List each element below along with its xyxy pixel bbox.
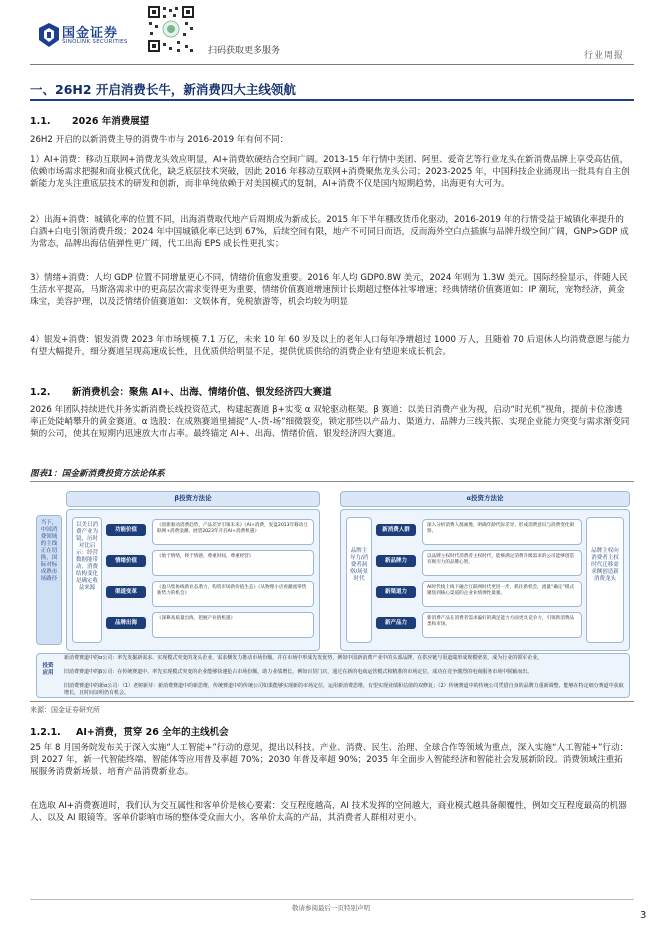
header-divider — [30, 64, 634, 65]
alpha-pill-4: 新产品力 — [376, 617, 416, 629]
beta-text-box-4 — [152, 612, 314, 638]
section-title: 一、26H2 开启消费长牛，新消费四大主线领航 — [30, 82, 296, 97]
beta-text-box-2 — [152, 550, 314, 576]
paragraph-intro: 26H2 开启的以新消费主导的消费牛市与 2016-2019 年有何不同： — [30, 135, 289, 145]
beta-text-box-3 — [152, 581, 314, 607]
beta-pill-3: 渠道变革 — [106, 586, 146, 598]
alpha-side-text: 品牌主导力/消费者洞察/场景时代 — [349, 548, 369, 582]
application-line-3: 旧消费赛道中的新α公司：（1）老树新芽：新消费赛道中的新思维，传统赛道中的传统公司如果能够实现新的市场定位，运用新消费思维，有望实现业绩和估值的双修复；（2）传统赛道中的传统公司凭借自身的品牌力重新调整，能够在特定细分赛道中获取增长，且时间证明仍有机会。 — [64, 683, 624, 696]
paragraph-new-consumption-opportunity: 2026 年团队持续进代并务实新消费长线投资范式，构建起赛道 β+实变 α 双轮驱动框架。β 赛道：以美日消费产业为视，启动“时光机”视角，提前卡位渗透率正处陡峭攀升的黄金赛道。α 选股：在成熟赛道里捕捉“人-货-场”细微裂变，锁定那些以产品力、渠道力、品牌力三线共振、实现企业能力突变与需求渐变同频的公司，使其在短期内迅速放大市占率。最终锚定 AI+、出海、情绪价值、银发经济四大赛道。 — [30, 405, 630, 440]
qr-code-icon[interactable] — [147, 5, 195, 53]
sinolink-logo-icon — [38, 22, 60, 48]
subsection-title: 2026 年消费展望 — [72, 116, 150, 127]
alpha-text-box-2 — [422, 550, 582, 576]
paragraph-overseas-consumption: 2）出海+消费：城镇化率的位置不同，出海消费取代地产后周期成为新成长。2015 年下半年棚改货币化驱动，2016-2019 年的行情受益于城镇化率提升的白酒+白电引领消费升级；2024 年中国城镇化率已达到 67%，后续空间有限，地产不可同日而语，反而海外空白点插旗与品牌升级空间广阔，GNP>GDP 成为常态，品牌出海估值弹性更广阔，代工出海 EPS 成长性更扎实； — [30, 215, 629, 250]
subsection-1-2-heading — [30, 384, 332, 398]
alpha-text-4: 新消费产品在消费者需求偏好的满足能力方面更具竞争力，引领新消费品类和市场。 — [427, 616, 575, 627]
paragraph-ai-consumption: 1）AI+消费：移动互联网+消费龙头效应明显，AI+消费软硬结合空间广阔。2013-15 年行情中美团、阿里、爱奇艺等行业龙头在新消费品牌上享受高估值，依赖市场需求把握和商业模式优化，缺乏底层技术突破，因此 2016 年移动互联网+消费聚焦龙头公司；2023-2025 年，中国科技企业涌现出一批具有自主创新能力龙头注重底层技术的研发和创新，而非单纯依赖于对美国模式的复制，AI+消费不仅是国内短期趋势，出海更有大可为。 — [30, 155, 630, 190]
beta-pill-4: 品牌出海 — [106, 617, 146, 629]
beta-text-2: 《始于情绪，终于情感，尊重时间，尊重经营》 — [157, 554, 254, 559]
subsection-number: 1.2.1. — [30, 727, 61, 738]
figure-title: 图表1：国金新消费投资方法论体系 — [30, 469, 165, 479]
alpha-text-box-3 — [422, 581, 582, 607]
alpha-right-box — [586, 517, 624, 643]
alpha-right-text: 品牌主权向消费者主权时代迁移需求侧创造新消费龙头 — [591, 548, 619, 582]
brand-name-en: SINOLINK SECURITIES — [62, 39, 128, 45]
alpha-text-box-4 — [422, 612, 582, 638]
brand-name-cn: 国金证券 — [62, 26, 119, 41]
subsection-1-1-heading — [30, 113, 149, 127]
footer-disclaimer: 敬请参阅最后一页特别声明 — [292, 904, 370, 912]
beta-side-text: 以美日消费产业为镜，历时对比启示：经营数据能带动，消费结构变化是确定收益来源 — [75, 522, 98, 591]
figure-source: 来源：国金证券研究所 — [30, 706, 100, 714]
footer-divider — [30, 899, 634, 900]
alpha-header: α投资方法论 — [466, 494, 504, 502]
beta-text-3: 《盈马集协线新业态潜力，构筑市场新价值生态》《从物理小店看潮流零售新势力的机会》 — [157, 585, 307, 596]
alpha-text-1: 深入分析消费人群画像，明确年龄代际差异，形成消费意识与消费变化洞察。 — [427, 523, 575, 534]
paragraph-emotional-consumption: 3）情绪+消费：人均 GDP 位置不同增量更心不同，情绪价值愈发重要。2016 年人均 GDP0.8W 美元，2024 年则为 1.3W 美元。国际经验显示，伴随人民生活水平提高，马斯洛需求中的更高层次需求变得更为重要，情绪价值赛道增速预计长期超过整体社零增速；经典情绪价值赛道如：IP 潮玩，宠物经济，黄金珠宝，美容护理，以及泛情绪价值赛道如：文娱体育，免税旅游等，机会均较为明显 — [30, 273, 628, 308]
brand-logo — [38, 18, 128, 58]
alpha-pill-3: 新渠道力 — [376, 586, 416, 598]
beta-text-1: 《创新驱动消费趋势，产品差异引领未来》《AI+消费，复盘2013年移动互联网+消费浪潮，展望2023年开启AI+消费机遇》 — [157, 523, 308, 534]
alpha-header-box — [340, 491, 630, 507]
investment-methodology-diagram — [30, 485, 634, 698]
subsection-title: 新消费机会：聚焦 AI+、出海、情绪价值、银发经济四大赛道 — [72, 387, 332, 398]
alpha-text-2: 以品牌主权时代消费者主权时代，能够满足消费升级需求的公司能够创造有吸引力的品牌心智。 — [427, 554, 575, 565]
diagram-left-side-text: 当下，中国消费领域的主线正在切换，国际对标成熟市场路径 — [40, 520, 58, 582]
alpha-side-box — [346, 517, 372, 643]
document-type: 行业周报 — [584, 51, 625, 61]
beta-header-box — [66, 491, 320, 507]
beta-text-box-1 — [152, 519, 314, 545]
subsection-number: 1.2. — [30, 387, 51, 398]
beta-header: β投资方法论 — [174, 494, 212, 502]
alpha-pill-2: 新品牌力 — [376, 555, 416, 567]
alpha-text-box-1 — [422, 519, 582, 545]
paragraph-ai-plus-policy: 25 年 8 月国务院发布关于深入实施“人工智能+”行动的意见，提出以科技、产业、消费、民生、治理、全球合作等领域为重点，深入实施“人工智能+”行动：到 2027 年，新一代智能终端、智能体等应用普及率超 70%；2030 年普及率超 90%；2035 年全面步入智能经济和智能社会发展新阶段。消费领域注重拓展服务消费新场景、培育产品消费新业态。 — [30, 743, 629, 778]
beta-pill-2: 情绪价值 — [106, 555, 146, 567]
subsection-number: 1.1. — [30, 116, 51, 127]
application-label: 投资应用 — [42, 663, 54, 676]
diagram-left-side-box — [36, 515, 62, 645]
qr-caption: 扫码获取更多服务 — [208, 46, 281, 56]
figure-top-rule — [30, 481, 634, 482]
beta-side-box — [72, 517, 102, 643]
alpha-text-3: AI时代线上线下融合互联网时代更进一步，抓住新机会，流量“确定”模式聚焦到核心渠道的企业业绩弹性最强。 — [427, 585, 575, 596]
subsection-title: AI+消费，贯穿 26 全年的主线机会 — [76, 727, 229, 738]
subsection-1-2-1-heading — [30, 724, 229, 738]
page-number: 3 — [640, 910, 647, 921]
paragraph-silver-consumption: 4）银发+消费：银发消费 2023 年市场规模 7.1 万亿，未来 10 年 60 岁及以上的老年人口每年净增超过 1000 万人，且随着 70 后退休人均消费意愿与能力有望大幅提升，细分赛道呈现高速成长性，且优质供给明显不足，提供优质供给的消费企业有望迎来成长机会。 — [30, 335, 630, 358]
figure-bottom-rule — [30, 701, 634, 702]
beta-pill-1: 功能价值 — [106, 524, 146, 536]
application-line-1: 新消费赛道中的α公司：率先发掘新需求、实现模式突变的龙头企业，需求侧发力推动市场份额，并在市场中形成先发优势，例如中国新消费产业中的头部品牌，在供应链与渠道端形成规模壁垒，成为行业的领军企业。 — [64, 655, 543, 661]
section-title-rule — [30, 99, 634, 101]
alpha-pill-1: 新消费人群 — [376, 524, 416, 536]
application-line-2: 旧消费赛道中的β公司：在传统赛道中，率先实现模式突变的企业能够快速抢占市场份额，助力业绩增长，例如百货门店，通过在新的电商运营模式和精准的市场定位，成功在竞争激烈的电商服务市场中脱颖而出。 — [64, 669, 533, 675]
beta-text-4: 《深耕高质量出海，把握产业链机遇》 — [157, 616, 236, 621]
paragraph-ai-plus-track-selection: 在选取 AI+消费赛道时，我们认为交互属性和客单价是核心要素：交互程度越高，AI 技术发挥的空间越大，商业模式越具备颠覆性，例如交互程度最高的机器人、以及 AI 眼镜等。客单价影响市场的整体受众面大小，客单价太高的产品，其消费者人群相对更小。 — [30, 801, 627, 824]
